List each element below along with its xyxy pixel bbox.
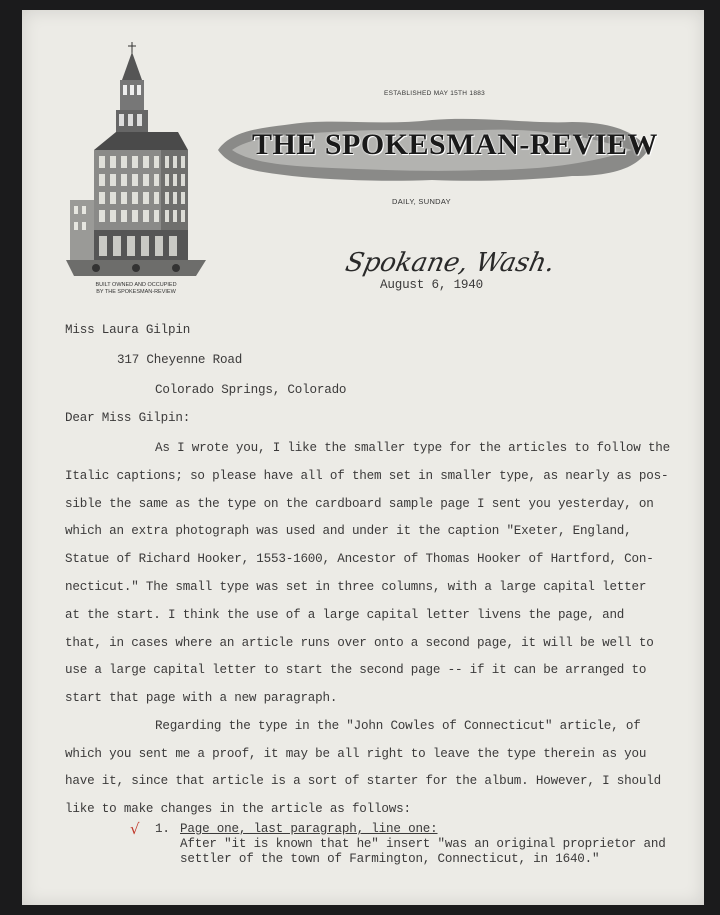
paragraph1-line: that, in cases where an article runs over onto a second page, it will be well to <box>65 636 654 650</box>
paragraph2-line: have it, since that article is a sort of starter for the album. However, I should <box>65 774 661 788</box>
recipient-city: Colorado Springs, Colorado <box>155 383 347 397</box>
paragraph1-line: necticut." The small type was set in three columns, with a large capital letter <box>65 580 647 594</box>
building-caption-line2: BY THE SPOKESMAN-REVIEW <box>96 289 176 295</box>
paragraph1-line: Italic captions; so please have all of them set in smaller type, as nearly as pos- <box>65 469 669 483</box>
paragraph1-line: Statue of Richard Hooker, 1553-1600, Ancestor of Thomas Hooker of Hartford, Con- <box>65 552 654 566</box>
paragraph1-line: As I wrote you, I like the smaller type for the articles to follow the <box>155 441 671 455</box>
letter-page <box>22 10 704 905</box>
paragraph1-line: sible the same as the type on the cardboard sample page I sent you yesterday, on <box>65 497 654 511</box>
list-item-body: After "it is known that he" insert "was an original proprietor and <box>180 837 666 851</box>
building-illustration <box>66 40 206 298</box>
recipient-street: 317 Cheyenne Road <box>117 353 243 367</box>
city-script: Spokane, Wash. <box>342 248 558 278</box>
salutation: Dear Miss Gilpin: <box>65 411 191 425</box>
paragraph1-line: use a large capital letter to start the second page -- if it can be arranged to <box>65 663 647 677</box>
list-item-heading: Page one, last paragraph, line one: <box>180 822 438 836</box>
established-line: ESTABLISHED MAY 15TH 1883 <box>384 90 486 97</box>
paragraph1-line: start that page with a new paragraph. <box>65 691 338 705</box>
letter-date: August 6, 1940 <box>380 278 484 292</box>
paragraph2-line: like to make changes in the article as follows: <box>65 802 411 816</box>
editions-line: DAILY, SUNDAY <box>392 197 451 206</box>
building-caption-line1: BUILT OWNED AND OCCUPIED <box>95 282 177 288</box>
masthead-title: THE SPOKESMAN-REVIEW <box>252 128 658 161</box>
paragraph1-line: which an extra photograph was used and under it the caption "Exeter, England, <box>65 524 632 538</box>
paragraph1-line: at the start. I think the use of a large capital letter livens the page, and <box>65 608 625 622</box>
list-item-number: 1. <box>155 822 170 836</box>
paragraph2-line: Regarding the type in the "John Cowles of Connecticut" article, of <box>155 719 641 733</box>
red-check-mark: √ <box>130 820 140 838</box>
list-item-body: settler of the town of Farmington, Connecticut, in 1640." <box>180 852 600 866</box>
paragraph2-line: which you sent me a proof, it may be all right to leave the type therein as you <box>65 747 647 761</box>
recipient-name: Miss Laura Gilpin <box>65 323 191 337</box>
